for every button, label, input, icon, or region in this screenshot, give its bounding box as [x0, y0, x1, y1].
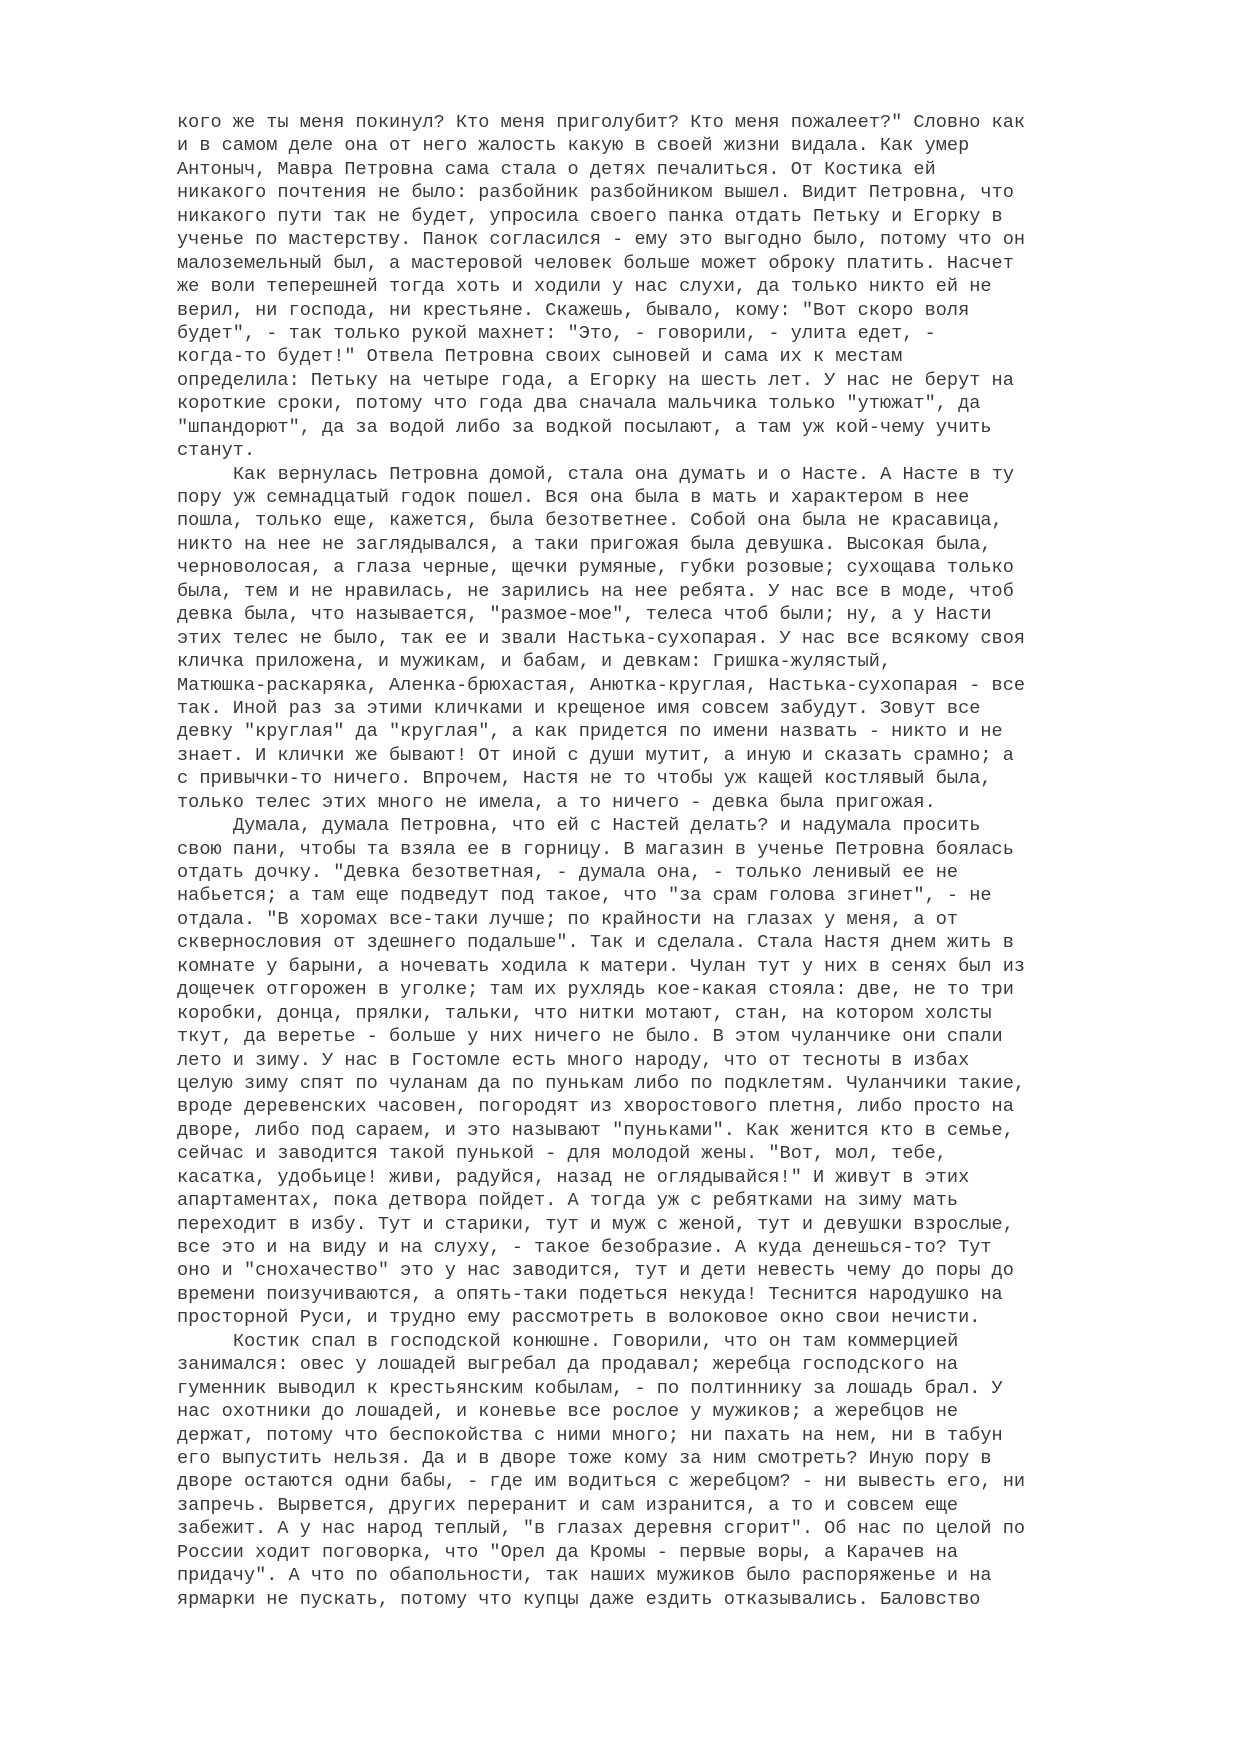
text-line: пошла, только еще, кажется, была безответнее. Собой она была не красавица,	[177, 510, 1003, 532]
text-line: дворе, либо под сараем, и это называют "пуньками". Как женится кто в семье,	[177, 1119, 1014, 1141]
text-line: и в самом деле она от него жалость какую в своей жизни видала. Как умер	[177, 135, 970, 157]
text-line: набьется; а там еще подведут под такое, что "за срам голова згинет", - не	[177, 885, 992, 907]
text-line: "шпандорют", да за водой либо за водкой посылают, а там уж кой-чему учить	[177, 416, 992, 438]
text-line: просторной Руси, и трудно ему рассмотреть в волоковое окно свои нечисти.	[177, 1307, 981, 1329]
text-line: кличка приложена, и мужикам, и бабам, и девкам: Гришка-жулястый,	[177, 651, 892, 673]
text-line: пору уж семнадцатый годок пошел. Вся она была в мать и характером в нее	[177, 487, 970, 508]
text-line: комнате у барыни, а ночевать ходила к матери. Чулан тут у них в сенях был из	[177, 955, 1026, 977]
text-line: отдала. "В хоромах все-таки лучше; по крайности на глазах у меня, а от	[177, 908, 959, 930]
text-body	[177, 111, 1123, 1611]
text-line: дворе остаются одни бабы, - где им водиться с жеребцом? - ни вывесть его, ни	[177, 1471, 1026, 1493]
text-line: ученье по мастерству. Панок согласился - ему это выгодно было, потому что он	[177, 229, 1026, 251]
text-line: лето и зиму. У нас в Гостомле есть много народу, что от тесноты в избах	[177, 1049, 970, 1071]
text-line: касатка, удобьице! живи, радуйся, назад не оглядывайся!" И живут в этих	[177, 1166, 970, 1188]
text-line: знает. И клички же бывают! От иной с души мутит, а иную и сказать срамно; а	[177, 744, 1014, 766]
text-line: черноволосая, а глаза черные, щечки румяные, губки розовые; сухощава только	[177, 557, 1014, 579]
text-line: никто на нее не заглядывался, а таки пригожая была девушка. Высокая была,	[177, 533, 992, 555]
text-line: сейчас и заводится такой пунькой - для молодой жены. "Вот, мол, тебе,	[177, 1143, 947, 1165]
text-line: с привычки-то ничего. Впрочем, Настя не то чтобы уж кащей костлявый была,	[177, 768, 992, 790]
text-line: вроде деревенских часовен, погородят из хворостового плетня, либо просто на	[177, 1096, 1014, 1118]
text-line: так. Иной раз за этими кличками и крещеное имя совсем забудут. Зовут все	[177, 697, 981, 719]
text-line: оно и "снохачество" это у нас заводится, тут и дети невесть чему до поры до	[177, 1260, 1014, 1282]
text-line: держат, потому что беспокойства с ними много; ни пахать на нем, ни в табун	[177, 1424, 1003, 1446]
text-line: сквернословия от здешнего подальше". Так и сделала. Стала Настя днем жить в	[177, 932, 1014, 954]
text-line: малоземельный был, а мастеровой человек больше может оброку платить. Насчет	[177, 252, 1014, 274]
text-line: короткие сроки, потому что года два сначала мальчика только "утюжат", да	[177, 393, 981, 415]
text-line: переходит в избу. Тут и старики, тут и муж с женой, тут и девушки взрослые,	[177, 1213, 1014, 1235]
text-line: кого же ты меня покинул? Кто меня приголубит? Кто меня пожалеет?" Словно как	[177, 112, 1026, 133]
text-line: никакого почтения не было: разбойник разбойником вышел. Видит Петровна, что	[177, 182, 1014, 204]
text-line: никакого пути так не будет, упросила своего панка отдать Петьку и Егорку в	[177, 205, 1003, 227]
text-line: ярмарки не пускать, потому что купцы даже ездить отказывались. Баловство	[177, 1588, 981, 1610]
text-line: времени поизучиваются, а опять-таки подеться некуда! Теснится народушко на	[177, 1283, 1003, 1305]
text-line: верил, ни господа, ни крестьяне. Скажешь, бывало, кому: "Вот скоро воля	[177, 299, 970, 321]
text-line: же воли теперешней тогда хоть и ходили у нас слухи, да только никто ей не	[177, 276, 992, 298]
text-line: придачу". А что по обапольности, так наших мужиков было распоряженье и на	[177, 1565, 992, 1587]
text-line: определила: Петьку на четыре года, а Егорку на шесть лет. У нас не берут на	[177, 369, 1014, 391]
text-line: была, тем и не нравилась, не зарились на нее ребята. У нас все в моде, чтоб	[177, 580, 1014, 602]
text-line: коробки, донца, прялки, тальки, что нитки мотают, стан, на котором холсты	[177, 1002, 992, 1024]
text-line: гуменник выводил к крестьянским кобылам, - по полтиннику за лошадь брал. У	[177, 1377, 1003, 1399]
text-line: забежит. А у нас народ теплый, "в глазах деревня сгорит". Об нас по целой по	[177, 1518, 1026, 1540]
text-line: целую зиму спят по чуланам да по пунькам либо по подклетям. Чуланчики такие,	[177, 1072, 1026, 1094]
text-line: будет", - так только рукой махнет: "Это, - говорили, - улита едет, -	[177, 322, 936, 344]
text-line: апартаментах, пока детвора пойдет. А тогда уж с ребятками на зиму мать	[177, 1190, 959, 1212]
text-line: Костик спал в господской конюшне. Говорили, что он там коммерцией	[233, 1330, 959, 1352]
text-line: нас охотники до лошадей, и коневье все рослое у мужиков; а жеребцов не	[177, 1401, 959, 1423]
text-line: ткут, да веретье - больше у них ничего не было. В этом чуланчике они спали	[177, 1026, 1003, 1048]
text-line: дощечек отгорожен в уголке; там их рухлядь кое-какая стояла: две, не то три	[177, 979, 1014, 1001]
text-line: все это и на виду и на слуху, - такое безобразие. А куда денешься-то? Тут	[177, 1237, 992, 1258]
text-line: когда-то будет!" Отвела Петровна своих сыновей и сама их к местам	[177, 346, 903, 368]
text-line: девку "круглая" да "круглая", а как придется по имени назвать - никто и не	[177, 721, 1003, 743]
text-line: запречь. Вырвется, других переранит и сам изранится, а то и совсем еще	[177, 1494, 959, 1516]
text-line: этих телес не было, так ее и звали Настька-сухопарая. У нас все всякому своя	[177, 627, 1026, 649]
text-line: девка была, что называется, "размое-мое", телеса чтоб были; ну, а у Насти	[177, 604, 992, 626]
text-line: России ходит поговорка, что "Орел да Кромы - первые воры, а Карачев на	[177, 1541, 959, 1563]
text-line: станут.	[177, 440, 256, 462]
text-line: свою пани, чтобы та взяла ее в горницу. В магазин в ученье Петровна боялась	[177, 838, 1014, 860]
text-line: только телес этих много не имела, а то ничего - девка была пригожая.	[177, 791, 936, 813]
text-line: его выпустить нельзя. Да и в дворе тоже кому за ним смотреть? Иную пору в	[177, 1447, 992, 1469]
text-line: Как вернулась Петровна домой, стала она думать и о Насте. А Насте в ту	[233, 463, 1015, 485]
text-line: Матюшка-раскаряка, Аленка-брюхастая, Анютка-круглая, Настька-сухопарая - все	[177, 674, 1026, 696]
text-line: отдать дочку. "Девка безответная, - думала она, - только ленивый ее не	[177, 862, 959, 883]
text-line: Антоныч, Мавра Петровна сама стала о детях печалиться. От Костика ей	[177, 158, 936, 180]
text-line: Думала, думала Петровна, что ей с Настей делать? и надумала просить	[233, 815, 981, 837]
text-line: занимался: овес у лошадей выгребал да продавал; жеребца господского на	[177, 1354, 959, 1376]
